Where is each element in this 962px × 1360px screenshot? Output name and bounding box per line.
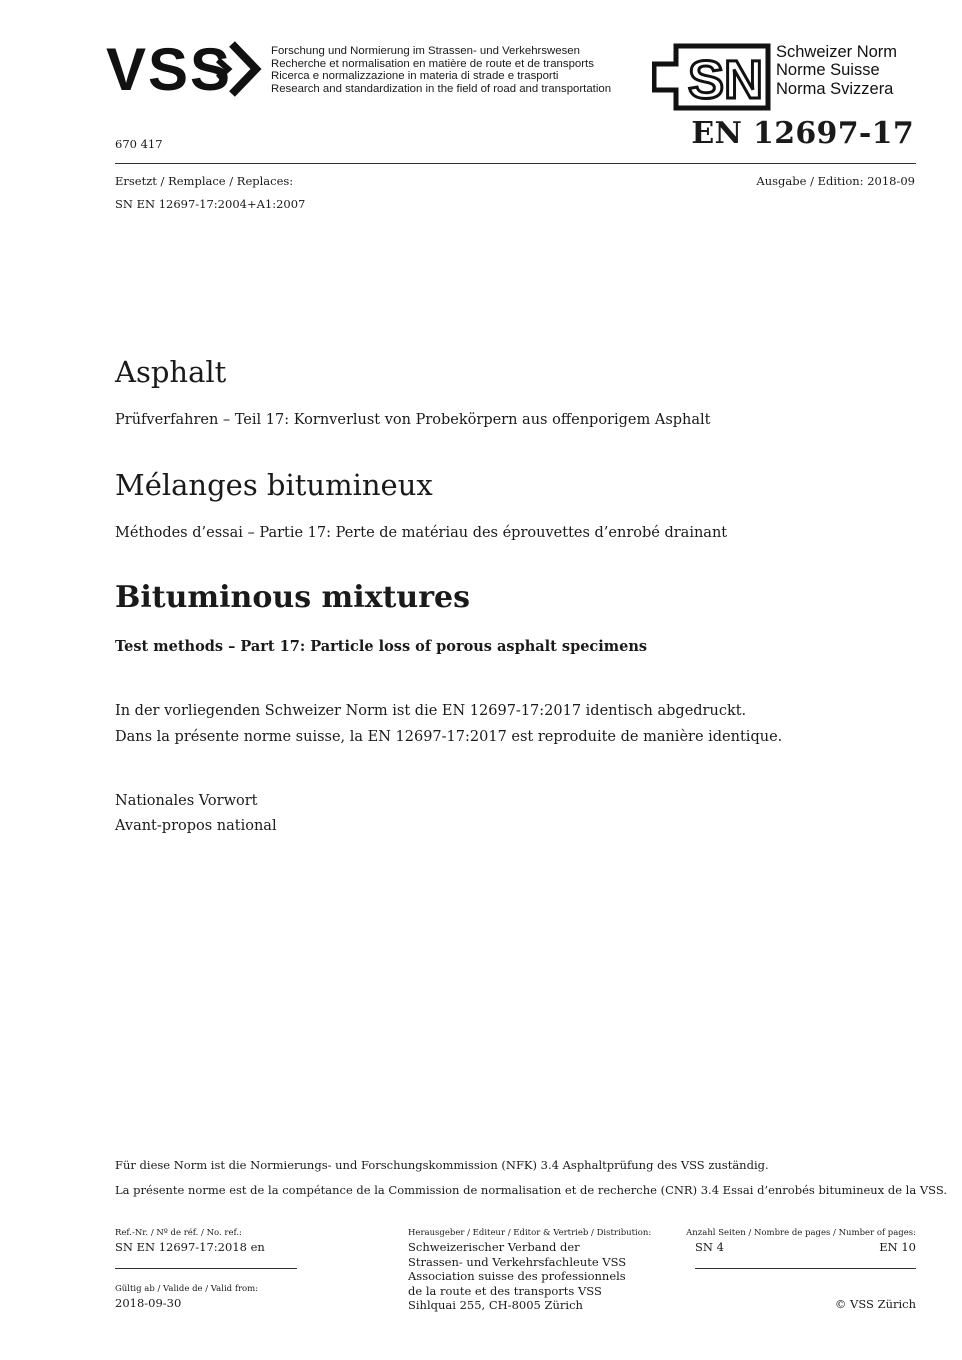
page-count-label: Anzahl Seiten / Nombre de pages / Number of pages: bbox=[686, 1228, 916, 1238]
page-count-divider bbox=[695, 1268, 916, 1269]
edition: Ausgabe / Edition: 2018-09 bbox=[756, 174, 915, 188]
sn-logo-letters: SN bbox=[688, 50, 764, 110]
vss-tagline-fr: Recherche et normalisation en matière de route et de transports bbox=[271, 57, 594, 70]
vss-tagline bbox=[271, 45, 611, 95]
header-divider bbox=[115, 163, 916, 164]
publisher-line: Schweizerischer Verband der bbox=[408, 1240, 580, 1254]
publisher-line: Strassen- und Verkehrsfachleute VSS bbox=[408, 1254, 627, 1269]
copyright: © VSS Zürich bbox=[834, 1297, 916, 1311]
valid-from-label: Gültig ab / Valide de / Valid from: bbox=[115, 1284, 259, 1294]
document-number: 670 417 bbox=[115, 137, 163, 151]
publisher-address bbox=[408, 1240, 626, 1313]
vss-tagline-en: Research and standardization in the field of road and transportation bbox=[271, 82, 612, 95]
replaces-label: Ersetzt / Remplace / Replaces: bbox=[115, 174, 294, 188]
reference-value: SN EN 12697-17:2018 en bbox=[115, 1240, 265, 1254]
page-count-en: EN 10 bbox=[879, 1240, 916, 1254]
identical-statement-german: In der vorliegenden Schweizer Norm ist die EN 12697-17:2017 identisch abgedruckt. bbox=[115, 703, 747, 719]
subtitle-english: Test methods – Part 17: Particle loss of porous asphalt specimens bbox=[115, 638, 648, 655]
replaces-value: SN EN 12697-17:2004+A1:2007 bbox=[115, 197, 306, 211]
committee-note-german: Für diese Norm ist die Normierungs- und Forschungskommission (NFK) 3.4 Asphaltprüfung des VSS zuständig. bbox=[115, 1158, 769, 1172]
vss-tagline-it: Ricerca e normalizzazione in materia di strade e trasporti bbox=[271, 70, 559, 83]
publisher-label: Herausgeber / Editeur / Editor & Vertrieb / Distribution: bbox=[408, 1228, 652, 1238]
sn-name-it: Norma Svizzera bbox=[776, 79, 894, 98]
subtitle-german: Prüfverfahren – Teil 17: Kornverlust von Probekörpern aus offenporigem Asphalt bbox=[115, 412, 711, 428]
foreword-german: Nationales Vorwort bbox=[115, 793, 258, 809]
title-english: Bituminous mixtures bbox=[115, 580, 471, 615]
subtitle-french: Méthodes d’essai – Partie 17: Perte de matériau des éprouvettes d’enrobé drainant bbox=[115, 525, 728, 541]
sn-name-de: Schweizer Norm bbox=[776, 43, 898, 61]
vss-tagline-de: Forschung und Normierung im Strassen- und Verkehrswesen bbox=[271, 45, 580, 57]
publisher-line: Association suisse des professionnels bbox=[408, 1269, 626, 1283]
committee-note-french: La présente norme est de la compétance de la Commission de normalisation et de recherche (CNR) 3.4 Essai d’enrobés bitumineux de la VSS. bbox=[115, 1183, 947, 1197]
page-count-sn: SN 4 bbox=[695, 1240, 724, 1254]
vss-logo-letters: VSS bbox=[106, 38, 233, 100]
reference-label: Ref.-Nr. / Nº de réf. / No. ref.: bbox=[115, 1228, 242, 1238]
valid-from-value: 2018-09-30 bbox=[115, 1296, 182, 1310]
sn-name-fr: Norme Suisse bbox=[776, 61, 880, 80]
title-german: Asphalt bbox=[115, 355, 227, 389]
standard-number: EN 12697-17 bbox=[691, 116, 914, 151]
publisher-line: Sihlquai 255, CH-8005 Zürich bbox=[408, 1298, 583, 1312]
publisher-line: de la route et des transports VSS bbox=[408, 1283, 602, 1298]
foreword-french: Avant-propos national bbox=[115, 818, 277, 834]
sn-names bbox=[776, 43, 897, 98]
identical-statement-french: Dans la présente norme suisse, la EN 12697-17:2017 est reproduite de manière identique. bbox=[115, 729, 783, 745]
vss-logo bbox=[106, 38, 266, 100]
reference-divider bbox=[115, 1268, 297, 1269]
title-french: Mélanges bitumineux bbox=[115, 468, 433, 502]
